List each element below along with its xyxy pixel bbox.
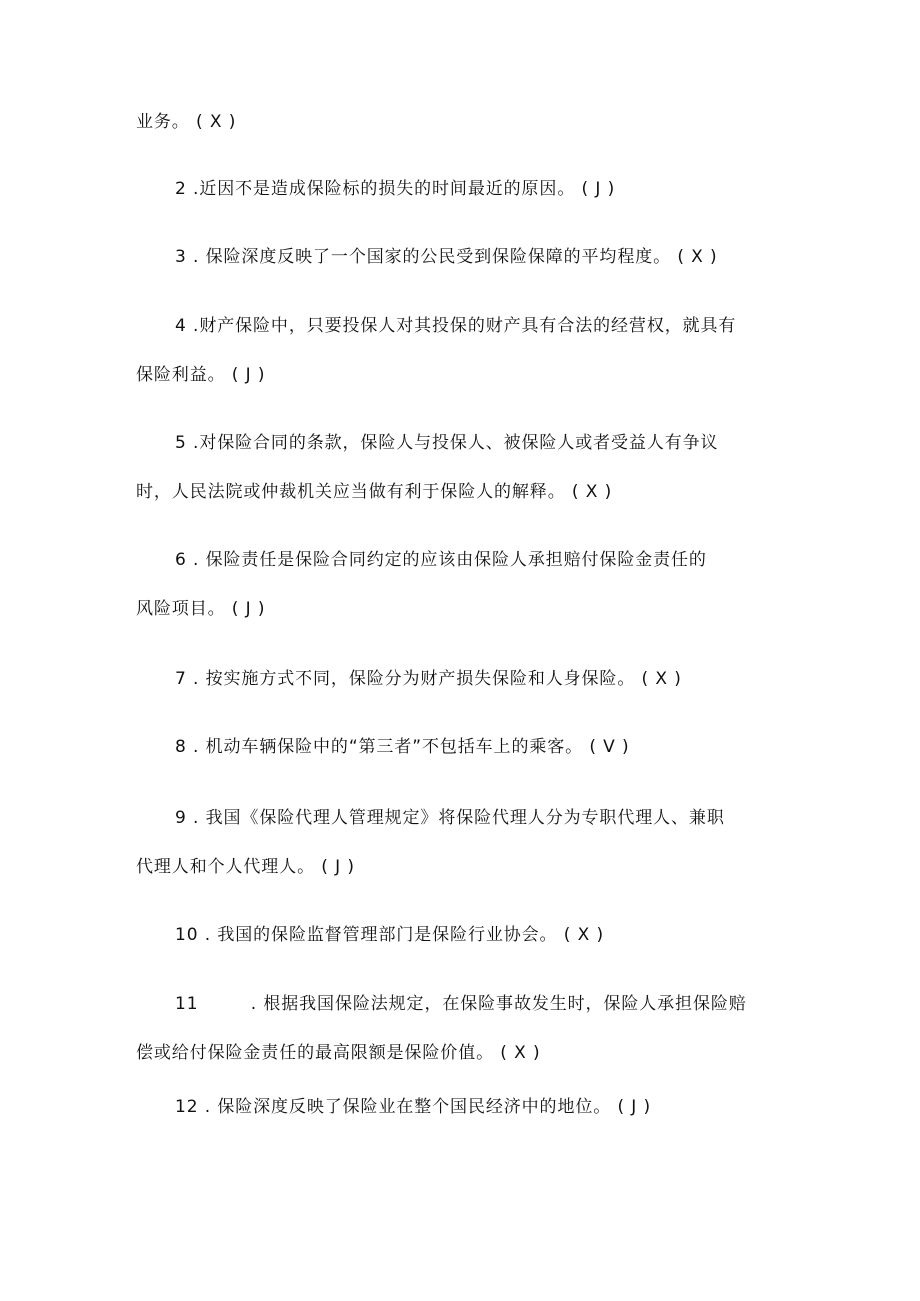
- item-3: [175, 246, 718, 268]
- item-11-text-cont: 偿或给付保险金责任的最高限额是保险价值。 ( X ): [136, 1043, 541, 1063]
- item-5: [175, 432, 718, 454]
- item-10: [175, 924, 604, 946]
- item-9: [175, 807, 725, 829]
- item-6-text-cont: 风险项目。 ( J ): [136, 599, 266, 619]
- item-11-number: 11: [175, 994, 199, 1014]
- item-2: [175, 178, 615, 200]
- item-5-text: .对保险合同的条款，保险人与投保人、被保险人或者受益人有争议: [186, 433, 719, 453]
- item-5-text-cont: 时，人民法院或仲裁机关应当做有利于保险人的解释。 ( X ): [136, 482, 613, 502]
- item-3-text: . 保险深度反映了一个国家的公民受到保险保障的平均程度。 ( X ): [186, 247, 718, 267]
- item-6: [175, 549, 707, 571]
- item-6-text: . 保险责任是保险合同约定的应该由保险人承担赔付保险金责任的: [186, 550, 707, 570]
- item-6-continuation: [136, 598, 265, 620]
- item-3-number: 3: [175, 247, 187, 267]
- item-2-text: .近因不是造成保险标的损失的时间最近的原因。 ( J ): [186, 179, 616, 199]
- item-8-number: 8: [175, 737, 187, 757]
- item-12: [175, 1096, 651, 1118]
- item-1-text: 业务。 ( X ): [136, 112, 237, 132]
- item-9-number: 9: [175, 808, 187, 828]
- item-9-text-cont: 代理人和个人代理人。 ( J ): [136, 857, 355, 877]
- item-5-number: 5: [175, 433, 187, 453]
- item-8: [175, 736, 630, 758]
- item-10-text: . 我国的保险监督管理部门是保险行业协会。 ( X ): [198, 925, 604, 945]
- item-11: [175, 993, 747, 1015]
- item-8-text: . 机动车辆保险中的“第三者”不包括车上的乘客。 ( V ): [186, 737, 630, 757]
- item-10-number: 10: [175, 925, 199, 945]
- item-4: [175, 315, 736, 337]
- item-9-continuation: [136, 856, 355, 878]
- item-11-continuation: [136, 1042, 541, 1064]
- item-4-number: 4: [175, 316, 187, 336]
- item-12-text: . 保险深度反映了保险业在整个国民经济中的地位。 ( J ): [198, 1097, 652, 1117]
- item-12-number: 12: [175, 1097, 199, 1117]
- item-2-number: 2: [175, 179, 187, 199]
- item-6-number: 6: [175, 550, 187, 570]
- item-7-number: 7: [175, 669, 187, 689]
- item-4-text: .财产保险中，只要投保人对其投保的财产具有合法的经营权，就具有: [186, 316, 737, 336]
- item-11-text: . 根据我国保险法规定，在保险事故发生时，保险人承担保险赔: [244, 994, 747, 1014]
- item-1-continuation: [136, 111, 236, 133]
- item-4-text-cont: 保险利益。 ( J ): [136, 365, 266, 385]
- item-5-continuation: [136, 481, 612, 503]
- item-7-text: . 按实施方式不同，保险分为财产损失保险和人身保险。 ( X ): [186, 669, 682, 689]
- item-7: [175, 668, 682, 690]
- item-9-text: . 我国《保险代理人管理规定》将保险代理人分为专职代理人、兼职: [186, 808, 725, 828]
- item-4-continuation: [136, 364, 265, 386]
